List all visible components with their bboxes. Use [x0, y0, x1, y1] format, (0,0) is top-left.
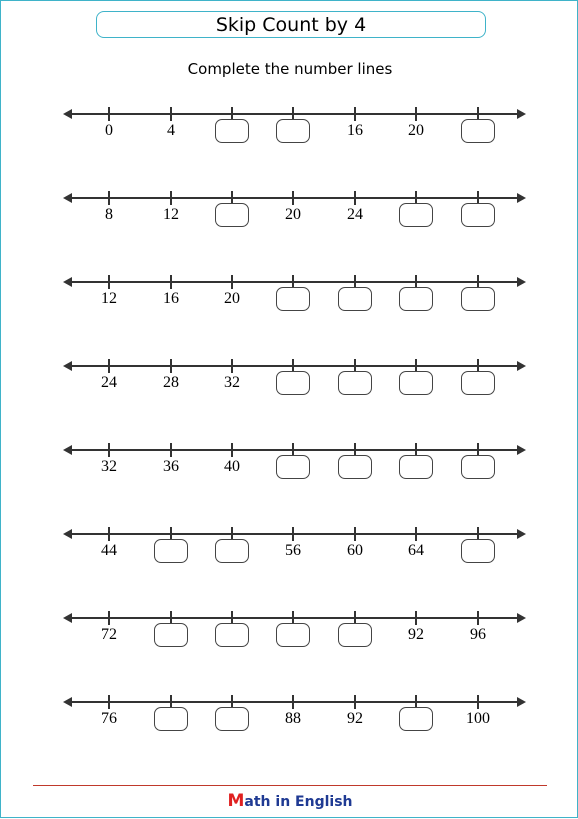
tick-mark [108, 359, 110, 373]
tick-mark [108, 527, 110, 541]
tick-mark [231, 359, 233, 373]
number-label: 12 [163, 206, 179, 223]
tick-mark [170, 191, 172, 205]
answer-box[interactable] [338, 623, 372, 647]
answer-box[interactable] [399, 707, 433, 731]
number-label: 92 [347, 710, 363, 727]
number-line [1, 521, 578, 571]
answer-box[interactable] [461, 119, 495, 143]
number-label: 72 [101, 626, 117, 643]
logo-text: ath in English [244, 794, 353, 810]
number-label: 4 [167, 122, 175, 139]
number-line [1, 689, 578, 739]
tick-mark [108, 695, 110, 709]
answer-box[interactable] [399, 371, 433, 395]
answer-box[interactable] [338, 287, 372, 311]
number-line [1, 185, 578, 235]
number-label: 24 [101, 374, 117, 391]
answer-box[interactable] [338, 455, 372, 479]
number-line [1, 353, 578, 403]
arrow-right-icon [517, 277, 526, 287]
number-label: 8 [105, 206, 113, 223]
number-line [1, 437, 578, 487]
answer-box[interactable] [276, 455, 310, 479]
answer-box[interactable] [215, 203, 249, 227]
tick-mark [108, 191, 110, 205]
instructions: Complete the number lines [187, 60, 393, 78]
number-label: 20 [224, 290, 240, 307]
arrow-right-icon [517, 697, 526, 707]
answer-box[interactable] [461, 371, 495, 395]
answer-box[interactable] [399, 287, 433, 311]
number-line [1, 101, 578, 151]
tick-mark [170, 275, 172, 289]
tick-mark [108, 275, 110, 289]
answer-box[interactable] [399, 203, 433, 227]
answer-box[interactable] [154, 623, 188, 647]
number-label: 56 [285, 542, 301, 559]
tick-mark [231, 443, 233, 457]
answer-box[interactable] [215, 539, 249, 563]
number-label: 32 [101, 458, 117, 475]
answer-box[interactable] [461, 287, 495, 311]
footer-divider [33, 785, 547, 786]
answer-box[interactable] [215, 707, 249, 731]
tick-mark [292, 191, 294, 205]
answer-box[interactable] [276, 287, 310, 311]
number-label: 12 [101, 290, 117, 307]
logo-initial: M [227, 791, 245, 811]
answer-box[interactable] [461, 455, 495, 479]
tick-mark [354, 695, 356, 709]
answer-box[interactable] [154, 539, 188, 563]
number-label: 76 [101, 710, 117, 727]
number-label: 60 [347, 542, 363, 559]
answer-box[interactable] [215, 623, 249, 647]
answer-box[interactable] [276, 119, 310, 143]
answer-box[interactable] [399, 455, 433, 479]
tick-mark [231, 275, 233, 289]
answer-box[interactable] [461, 203, 495, 227]
number-label: 28 [163, 374, 179, 391]
arrow-right-icon [517, 613, 526, 623]
number-label: 20 [285, 206, 301, 223]
tick-mark [415, 527, 417, 541]
tick-mark [170, 107, 172, 121]
number-label: 16 [347, 122, 363, 139]
tick-mark [415, 107, 417, 121]
answer-box[interactable] [215, 119, 249, 143]
answer-box[interactable] [276, 371, 310, 395]
tick-mark [477, 695, 479, 709]
arrow-right-icon [517, 445, 526, 455]
number-line [1, 605, 578, 655]
tick-mark [170, 359, 172, 373]
arrow-right-icon [517, 193, 526, 203]
answer-box[interactable] [338, 371, 372, 395]
arrow-right-icon [517, 529, 526, 539]
number-label: 32 [224, 374, 240, 391]
title-text: Skip Count by 4 [215, 13, 367, 36]
tick-mark [477, 611, 479, 625]
number-label: 88 [285, 710, 301, 727]
tick-mark [354, 527, 356, 541]
number-label: 92 [408, 626, 424, 643]
arrow-right-icon [517, 361, 526, 371]
tick-mark [108, 611, 110, 625]
number-label: 24 [347, 206, 363, 223]
arrow-right-icon [517, 109, 526, 119]
answer-box[interactable] [461, 539, 495, 563]
number-label: 16 [163, 290, 179, 307]
number-line [1, 269, 578, 319]
tick-mark [292, 527, 294, 541]
tick-mark [108, 443, 110, 457]
number-label: 64 [408, 542, 424, 559]
tick-mark [415, 611, 417, 625]
tick-mark [354, 191, 356, 205]
answer-box[interactable] [154, 707, 188, 731]
number-label: 96 [470, 626, 486, 643]
tick-mark [108, 107, 110, 121]
number-label: 44 [101, 542, 117, 559]
answer-box[interactable] [276, 623, 310, 647]
number-label: 0 [105, 122, 113, 139]
number-label: 20 [408, 122, 424, 139]
brand-logo [1, 791, 578, 811]
number-lines [1, 1, 578, 819]
tick-mark [292, 695, 294, 709]
tick-mark [354, 107, 356, 121]
number-label: 36 [163, 458, 179, 475]
number-label: 100 [466, 710, 490, 727]
tick-mark [170, 443, 172, 457]
number-label: 40 [224, 458, 240, 475]
